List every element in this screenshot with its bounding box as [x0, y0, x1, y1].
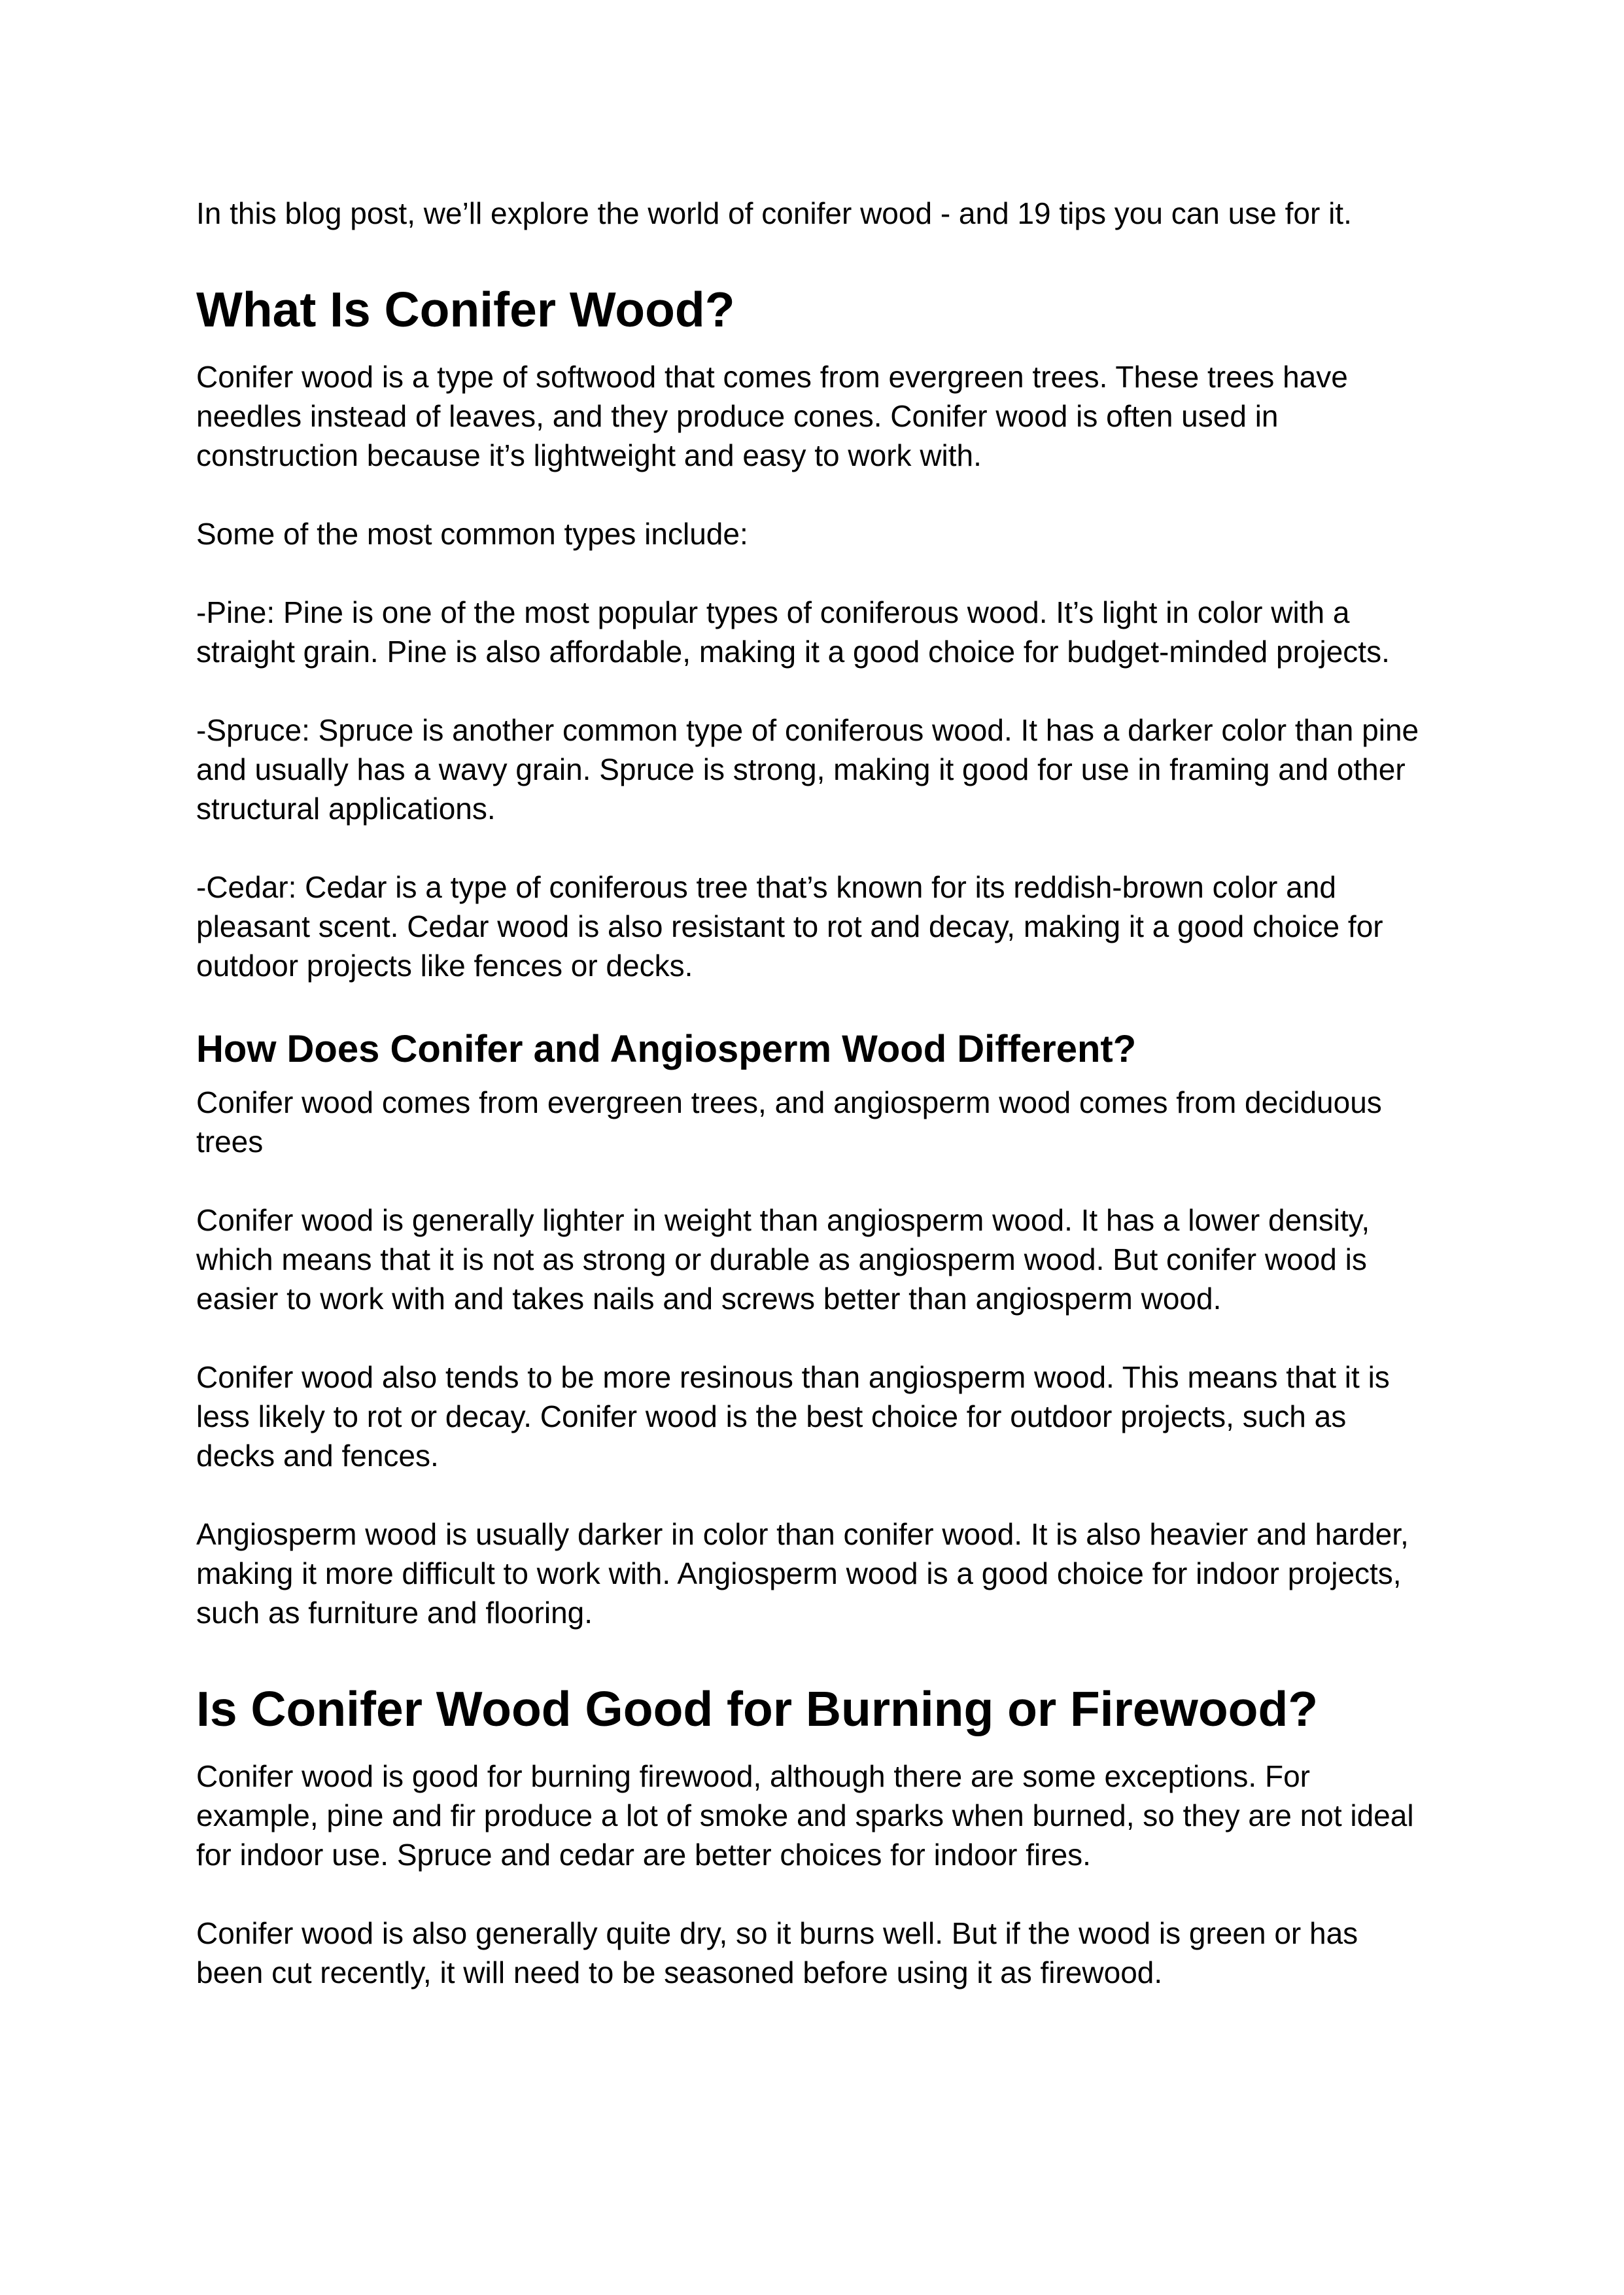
paragraph-angiosperm-traits: Angiosperm wood is usually darker in color than conifer wood. It is also heavier and harder, making it more difficult to work with. Angiosperm wood is a good choice for indoor projects, such as furniture and flooring.: [196, 1517, 1409, 1630]
paragraph-seasoning: Conifer wood is also generally quite dry, so it burns well. But if the wood is green or has been cut recently, it will need to be seasoned before using it as firewood.: [196, 1916, 1358, 1989]
intro-paragraph: In this blog post, we’ll explore the world of conifer wood - and 19 tips you can use for it.: [196, 196, 1352, 230]
paragraph-burning-exceptions: Conifer wood is good for burning firewood, although there are some exceptions. For example, pine and fir produce a lot of smoke and sparks when burned, so they are not ideal for indoor use. Spruce and cedar are better choices for indoor fires.: [196, 1759, 1414, 1872]
subheading-conifer-vs-angiosperm: How Does Conifer and Angiosperm Wood Different?: [196, 1028, 1137, 1070]
paragraph-weight-density: Conifer wood is generally lighter in weight than angiosperm wood. It has a lower density, which means that it is not as strong or durable as angiosperm wood. But conifer wood is easier to work with and takes nails and screws better than angiosperm wood.: [196, 1203, 1370, 1316]
paragraph-spruce: -Spruce: Spruce is another common type of coniferous wood. It has a darker color than pine and usually has a wavy grain. Spruce is strong, making it good for use in framing and other structural applications.: [196, 713, 1419, 826]
paragraph-conifer-definition: Conifer wood is a type of softwood that comes from evergreen trees. These trees have needles instead of leaves, and they produce cones. Conifer wood is often used in construction because it’s lightweight and easy to work with.: [196, 360, 1348, 472]
paragraph-resinous: Conifer wood also tends to be more resinous than angiosperm wood. This means that it is less likely to rot or decay. Conifer wood is the best choice for outdoor projects, such as decks and fences.: [196, 1360, 1390, 1473]
paragraph-common-types-intro: Some of the most common types include:: [196, 517, 748, 551]
paragraph-cedar: -Cedar: Cedar is a type of coniferous tree that’s known for its reddish-brown color and pleasant scent. Cedar wood is also resistant to rot and decay, making it a good choice for outdoor projects like fences or decks.: [196, 870, 1383, 983]
paragraph-pine: -Pine: Pine is one of the most popular types of coniferous wood. It’s light in color with a straight grain. Pine is also affordable, making it a good choice for budget-minded projects.: [196, 595, 1390, 669]
heading-burning-or-firewood: Is Conifer Wood Good for Burning or Firewood?: [196, 1681, 1319, 1736]
paragraph-tree-origin: Conifer wood comes from evergreen trees, and angiosperm wood comes from deciduous trees: [196, 1085, 1382, 1159]
heading-what-is-conifer-wood: What Is Conifer Wood?: [196, 282, 735, 337]
